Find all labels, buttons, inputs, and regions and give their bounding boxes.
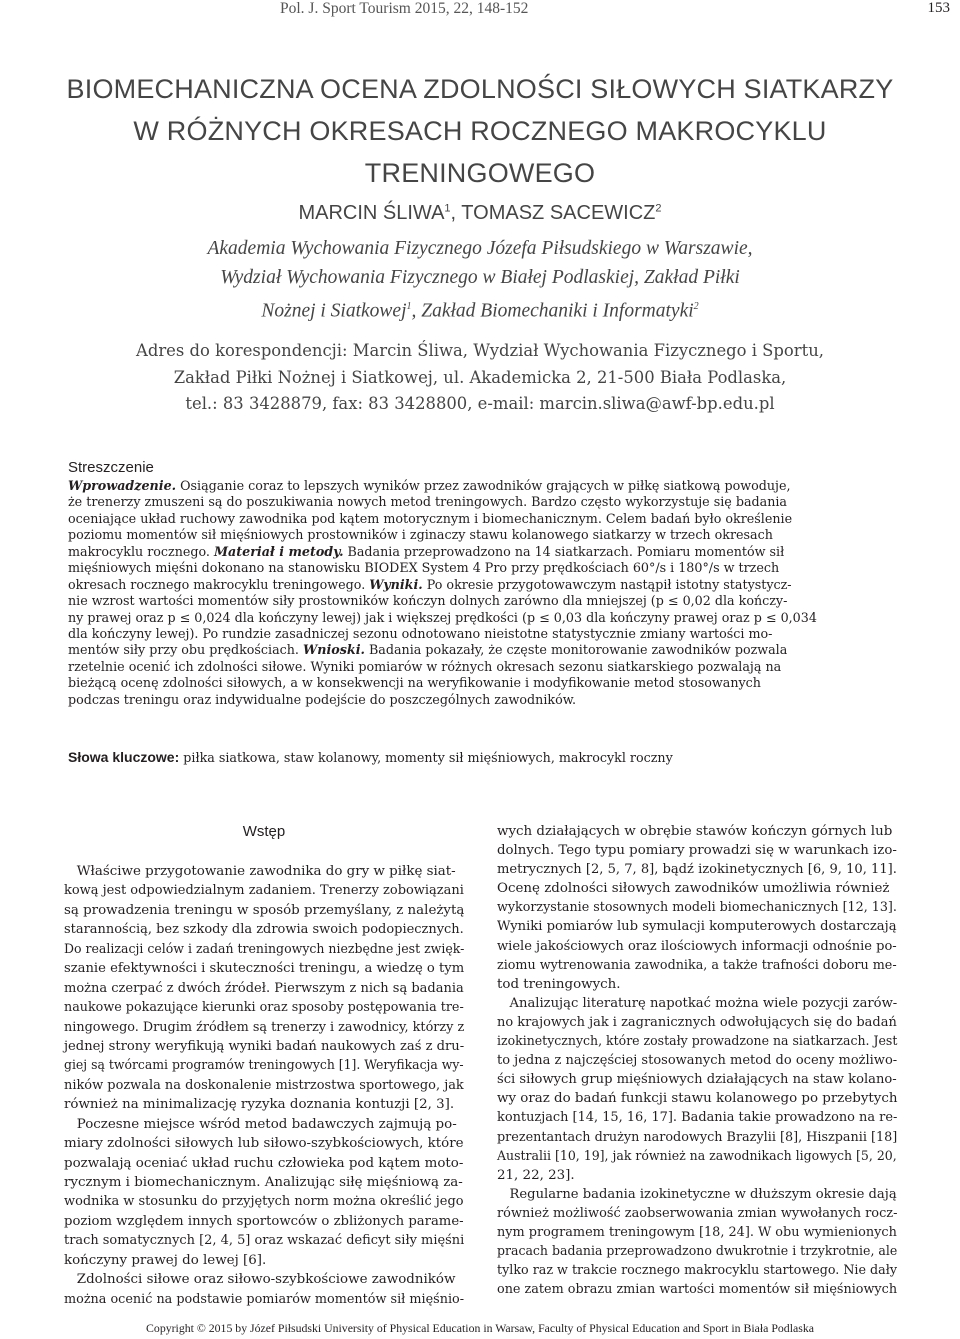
- affiliation-text: Nożnej i Siatkowej: [261, 300, 407, 322]
- body-text-line: starannością, bez szkody dla zdrowia swoich podopiecznych.: [64, 922, 464, 938]
- abstract-text: Osiąganie coraz to lepszych wyników przez zawodników grających w piłkę siatkową powoduje,: [176, 478, 791, 493]
- abstract-body: [68, 478, 898, 708]
- body-text-line: nym programem treningowym [18, 24]. W obu wymienionych: [497, 1224, 897, 1240]
- abstract-text: mięśniowych mięśni dokonano na stanowisku BIODEX System 4 Pro przy prędkościach 60°/s i 180°/s w trzech: [68, 560, 780, 576]
- body-text-line: Ocenę zdolności siłowych zawodników umożliwia również: [497, 881, 890, 897]
- abstract-section-label: Wyniki.: [369, 576, 423, 592]
- affiliation-mark: 1: [406, 301, 412, 312]
- abstract-text: ny prawej oraz p ≤ 0,024 dla kończyny lewej) jak i większej prędkości (p ≤ 0,03 dla kończyny prawej oraz p ≤ 0,034: [68, 609, 817, 625]
- abstract-text: Badania pokazały, że częste monitorowanie zawodników pozwala: [364, 642, 788, 658]
- body-text-line: również na minimalizację ryzyka doznania kontuzji [2, 3].: [64, 1097, 455, 1113]
- affiliation-line: Akademia Wychowania Fizycznego Józefa Piłsudskiego w Warszawie,: [207, 238, 753, 259]
- body-text-line: kontuzjach [14, 15, 16, 17]. Badania takie prowadzono na re-: [497, 1110, 898, 1126]
- abstract-text: nie wzrost wartości momentów siły prostowników kończyn dolnych zarówno dla mniejszej (p ≤ 0,02 dla kończy-: [68, 593, 788, 609]
- body-text-line: Regularne badania izokinetyczne w dłuższym okresie dają: [497, 1186, 897, 1202]
- body-text-line: ników pozwala na doskonalenie mistrzostwa sportowego, jak: [64, 1077, 464, 1093]
- body-text-line: izokinetycznych, które zostały prowadzone na siatkarzach. Jest: [497, 1034, 898, 1050]
- correspondence-address: [0, 338, 960, 418]
- article-title: [0, 68, 960, 194]
- abstract-line: [68, 626, 898, 642]
- affiliation-mark: 2: [693, 301, 699, 312]
- abstract-text: rzetelnie ocenić ich zdolności siłowe. Wyniki pomiarów w różnych okresach sezonu siatkarskiego pozwalają na: [68, 658, 782, 674]
- body-text-line: prezentantach drużyn narodowych Brazylii [8], Hiszpanii [18]: [497, 1129, 898, 1145]
- abstract-section-label: Materiał i metody.: [214, 543, 344, 559]
- abstract-line: [68, 494, 898, 510]
- abstract-text: Po okresie przygotowawczym nastąpił istotny statystycz-: [422, 576, 792, 592]
- running-head: Pol. J. Sport Tourism 2015, 22, 148-152: [280, 0, 529, 17]
- abstract-text: makrocyklu rocznego.: [68, 543, 214, 559]
- body-text-line: to jedna z najczęściej stosowanych metod do oceny możliwo-: [497, 1053, 898, 1069]
- body-text-line: również możliwość zaobserwowania zmian wywołanych rocz-: [497, 1205, 898, 1221]
- body-text-line: ziomu wytrenowania zawodnika, a także trafności doboru me-: [497, 957, 897, 973]
- body-text-line: one zatem obrazu zmian wartości momentów sił mięśniowych: [497, 1282, 898, 1298]
- body-text-line: naukowe pokazujące kierunki oraz sposoby postępowania tre-: [64, 1000, 464, 1016]
- body-text-line: no krajowych jak i zagranicznych odwołujących się do badań: [497, 1014, 897, 1030]
- abstract-line: [68, 478, 898, 494]
- body-text-line: można ocenić na podstawie pomiarów momentów sił mięśnio-: [64, 1291, 465, 1307]
- body-text-line: 21, 22, 23].: [497, 1167, 575, 1183]
- body-text-line: kończyny prawej do lewej [6].: [64, 1252, 267, 1268]
- keywords-label: Słowa kluczowe:: [68, 749, 180, 765]
- body-text-line: są prowadzenia treningu w sposób przemyślany, z należytą: [64, 902, 465, 918]
- body-text-line: kową jest odpowiedzialnym zadaniem. Trenerzy zobowiązani: [64, 883, 464, 899]
- author-affiliation-mark: 2: [655, 202, 662, 215]
- body-text-line: metrycznych [2, 5, 7, 8], bądź izokinetycznych [6, 9, 10, 11].: [497, 862, 897, 878]
- body-text-line: trach somatycznych [2, 4, 5] oraz wskazać deficyt siły mięśni: [64, 1233, 465, 1249]
- title-line: TRENINGOWEGO: [364, 158, 596, 188]
- abstract-text: mentów siły przy obu prędkościach.: [68, 642, 303, 658]
- body-text-line: pozwalają oceniać układ ruchu człowieka pod kątem moto-: [64, 1155, 464, 1171]
- abstract-text: podczas treningu oraz indywidualne podejście do poszczególnych zawodników.: [68, 691, 577, 707]
- body-text-line: wykorzystanie stosownych modeli biomechanicznych [12, 13].: [497, 900, 897, 916]
- body-text-line: wodnika w stosunku do przyjętych norm można określić jego: [64, 1194, 464, 1210]
- body-text-line: szanie efektywności i skuteczności treningu, a wiedzę o tym: [64, 961, 465, 977]
- abstract-text: poziomu momentów sił mięśniowych prostowników i zginaczy stawu kolanowego siatkarzy w trzech okresach: [68, 527, 773, 543]
- keywords-text: piłka siatkowa, staw kolanowy, momenty sił mięśniowych, makrocykl roczny: [179, 750, 673, 765]
- body-text-line: Poczesne miejsce wśród metod badawczych zajmują po-: [64, 1116, 457, 1132]
- abstract-text: że trenerzy zmuszeni są do poszukiwania nowych metod treningowych. Bardzo często wykorzystuje się badania: [68, 494, 787, 510]
- author-affiliation-mark: 1: [444, 202, 451, 215]
- abstract-heading: Streszczenie: [68, 459, 154, 476]
- abstract-text: Badania przeprowadzono na 14 siatkarzach. Pomiaru momentów sił: [343, 543, 785, 559]
- abstract-line: [68, 642, 898, 658]
- abstract-section-label: Wnioski.: [303, 642, 365, 658]
- abstract-line: [68, 544, 898, 560]
- title-line: W RÓŻNYCH OKRESACH ROCZNEGO MAKROCYKLU: [133, 116, 827, 146]
- title-line: BIOMECHANICZNA OCENA ZDOLNOŚCI SIŁOWYCH SIATKARZY: [66, 74, 894, 104]
- body-column-left: [64, 822, 464, 1309]
- body-text-line: tod treningowych.: [497, 976, 621, 992]
- body-text-line: ningowego. Drugim źródłem są trenerzy i zawodnicy, którzy z: [64, 1019, 465, 1035]
- author-name: MARCIN ŚLIWA: [298, 202, 445, 224]
- body-text-line: można czerpać z dwóch źródeł. Pierwszym z nich są badania: [64, 980, 464, 996]
- abstract-line: [68, 692, 898, 708]
- correspondence-line: Zakład Piłki Nożnej i Siatkowej, ul. Akademicka 2, 21-500 Biała Podlaska,: [173, 367, 787, 387]
- abstract-text: dla kończyny lewej). Po rundzie zasadniczej sezonu odnotowano nieistotne statystycznie zmiany wartości mo-: [68, 625, 773, 641]
- body-column-right: [497, 822, 897, 1299]
- section-title: Wstęp: [242, 823, 286, 840]
- abstract-text: oceniające układ ruchowy zawodnika pod kątem motorycznym i biomechanicznym. Celem badań było określenie: [68, 510, 793, 526]
- keywords: [68, 749, 673, 765]
- abstract-line: [68, 675, 898, 691]
- correspondence-line: tel.: 83 3428879, fax: 83 3428800, e-mail: marcin.sliwa@awf-bp.edu.pl: [185, 394, 775, 413]
- body-text-line: Australii [10, 19], jak również na zawodnikach ligowych [5, 20,: [497, 1148, 897, 1164]
- body-text-line: ści siłowych grup mięśniowych działających na staw kolano-: [497, 1072, 897, 1088]
- abstract-line: [68, 593, 898, 609]
- affiliation-text: , Zakład Biomechaniki i Informatyki: [411, 300, 694, 322]
- body-text-line: Analizując literaturę napotkać można wiele pozycji zarów-: [497, 995, 898, 1011]
- abstract-line: [68, 659, 898, 675]
- abstract-text: bieżącą ocenę zdolności siłowych, a w konsekwencji na weryfikowanie i modyfikowanie metod stosowanych: [68, 675, 761, 691]
- body-text-line: miary zdolności siłowych lub siłowo-szybkościowych, które: [64, 1136, 464, 1152]
- body-text-line: Wyniki pomiarów lub symulacji komputerowych dostarczają: [497, 919, 897, 935]
- abstract-line: [68, 511, 898, 527]
- body-text-line: dolnych. Tego typu pomiary prowadzi się w warunkach izo-: [497, 843, 897, 859]
- body-text-line: wiele jakościowych oraz ilościowych informacji odnośnie po-: [497, 938, 897, 954]
- body-text-line: giej są twórcami programów treningowych [1]. Weryfikacja wy-: [64, 1058, 464, 1074]
- abstract-line: [68, 560, 898, 576]
- body-text-line: wych działających w obrębie stawów kończyn górnych lub: [497, 824, 893, 839]
- body-text-line: wy oraz do badań funkcji stawu kolanowego po przebytych: [497, 1091, 898, 1107]
- body-text-line: Do realizacji celów i zadań treningowych niezbędne jest zwięk-: [64, 941, 465, 957]
- body-text-line: poziom względem innych sportowców o zbliżonych parame-: [64, 1213, 464, 1229]
- abstract-line: [68, 527, 898, 543]
- correspondence-line: Adres do korespondencji: Marcin Śliwa, Wydział Wychowania Fizycznego i Sportu,: [136, 341, 824, 360]
- body-text-line: Właściwe przygotowanie zawodnika do gry w piłkę siat-: [64, 864, 456, 879]
- body-text-line: Zdolności siłowe oraz siłowo-szybkościowe zawodników: [64, 1272, 456, 1288]
- author-separator: ,: [450, 202, 462, 224]
- author-name: TOMASZ SACEWICZ: [461, 202, 656, 224]
- body-text-line: tylko raz w trakcie rocznego makrocyklu startowego. Nie dały: [497, 1263, 898, 1279]
- page-number: 153: [927, 0, 950, 16]
- body-text-line: rycznym i biomechanicznym. Analizując siłę mięśniową za-: [64, 1175, 463, 1190]
- body-text-line: jednej strony weryfikują wyniki badań naukowych zaś z dru-: [64, 1038, 465, 1054]
- affiliation: [0, 234, 960, 326]
- author-list: [0, 202, 960, 225]
- body-text-line: pracach badania przeprowadzono dwukrotnie i trzykrotnie, ale: [497, 1244, 898, 1260]
- abstract-section-label: Wprowadzenie.: [68, 478, 177, 493]
- abstract-line: [68, 610, 898, 626]
- affiliation-line: Wydział Wychowania Fizycznego w Białej Podlaskiej, Zakład Piłki: [220, 267, 740, 288]
- abstract-text: okresach rocznego makrocyklu treningowego.: [68, 576, 370, 592]
- affiliation-line: [0, 292, 960, 326]
- copyright-footer: Copyright © 2015 by Józef Piłsudski University of Physical Education in Warsaw, Faculty of Physical Education and Sport in Biała Podlaska: [146, 1321, 814, 1335]
- abstract-line: [68, 577, 898, 593]
